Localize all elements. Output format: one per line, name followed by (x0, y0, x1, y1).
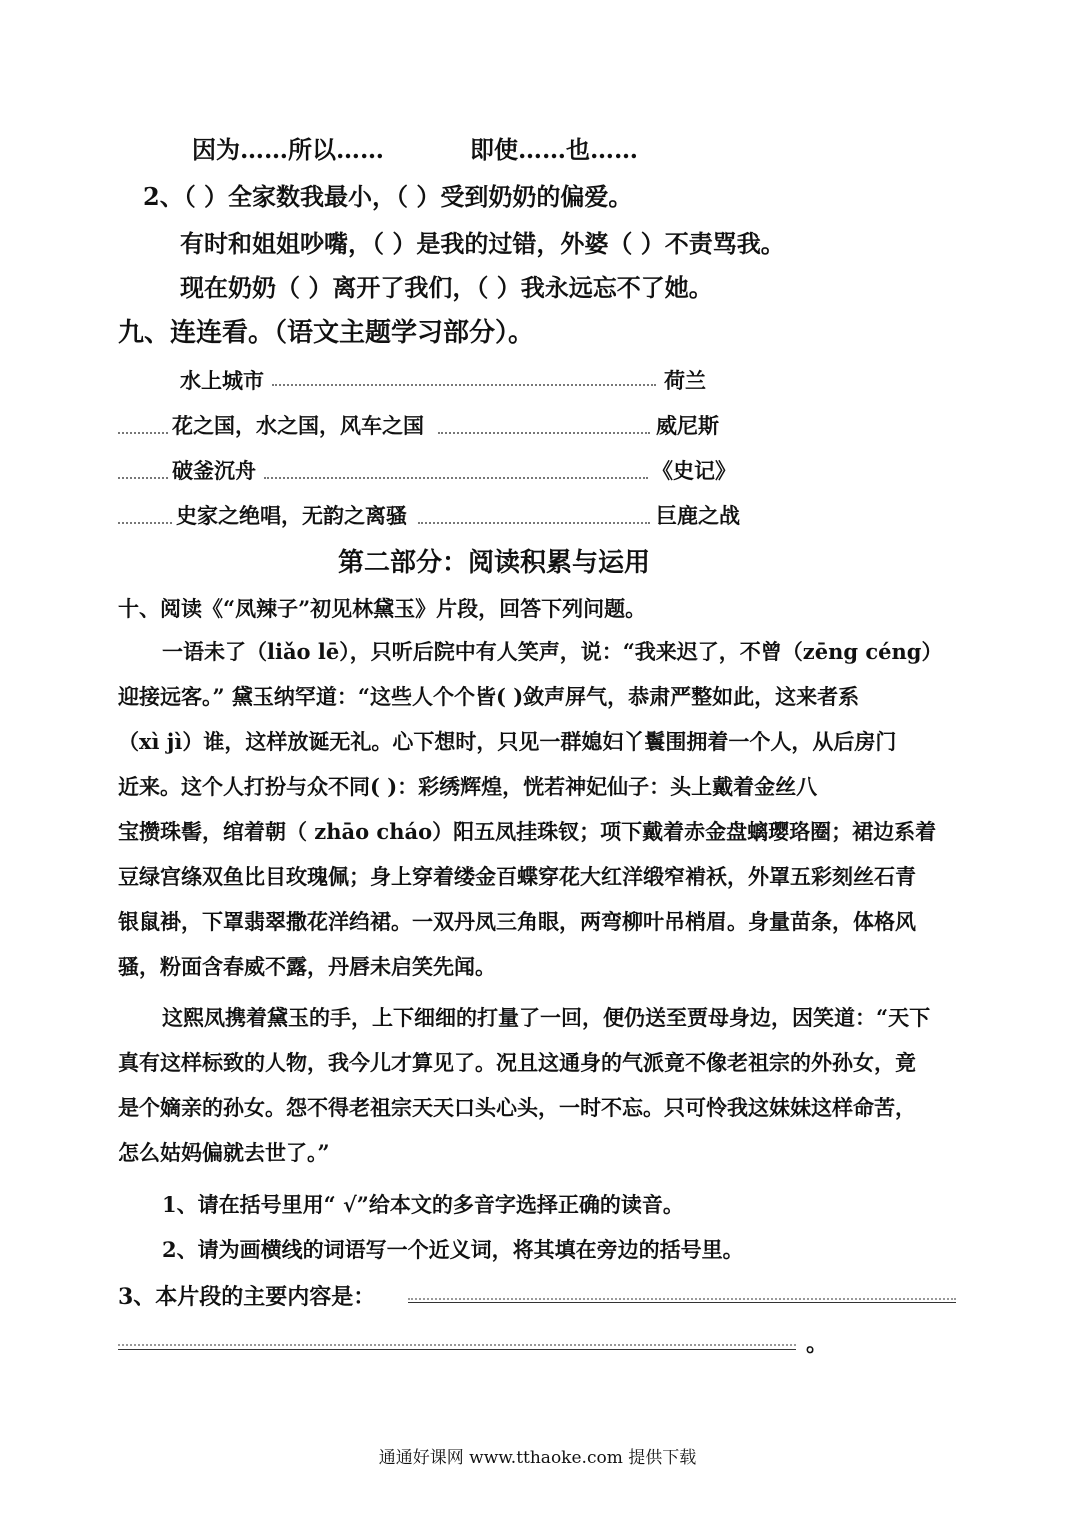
period-mark: 。 (806, 1331, 829, 1357)
part-title: 第二部分：阅读积累与运用 (338, 548, 651, 578)
match-right-item: 荷兰 (664, 368, 706, 393)
question-text: 2、请为画横线的词语写一个近义词，将其填在旁边的括号里。 (162, 1237, 744, 1262)
fill-blank-line: 2、（ ）全家数我最小，（ ）受到奶奶的偏爱。 (143, 182, 633, 211)
question-text: 3、本片段的主要内容是： (118, 1284, 376, 1310)
passage-line: （xì jì）谁，这样放诞无礼。心下想时，只见一群媳妇丫鬟围拥着一个人，从后房门 (118, 729, 897, 754)
answer-dotted-line (118, 1344, 796, 1346)
reading-passage (118, 636, 960, 986)
conjunction-option: 因为……所以…… (192, 135, 384, 164)
match-dotted-line (118, 522, 172, 524)
fill-blank-line: 有时和姐姐吵嘴，（ ）是我的过错，外婆（ ）不责骂我。 (180, 229, 785, 258)
section-title: 十、阅读《“凤辣子”初见林黛玉》片段，回答下列问题。 (118, 596, 647, 621)
match-right-item: 巨鹿之战 (656, 503, 740, 528)
reading-passage (118, 1002, 960, 1182)
page-footer: 通通好课网 www.tthaoke.com 提供下载 (378, 1448, 697, 1468)
answer-dotted-line (408, 1298, 956, 1300)
match-dotted-line (272, 384, 656, 386)
match-dotted-line (264, 477, 648, 479)
question-text: 1、请在括号里用“ √”给本文的多音字选择正确的读音。 (162, 1192, 684, 1217)
passage-line: 真有这样标致的人物，我今儿才算见了。况且这通身的气派竟不像老祖宗的外孙女，竟 (118, 1050, 916, 1075)
fill-blank-line: 现在奶奶（ ）离开了我们，（ ）我永远忘不了她。 (180, 273, 713, 302)
passage-line: 骚，粉面含春威不露，丹唇未启笑先闻。 (118, 954, 496, 979)
conjunction-option: 即使……也…… (470, 135, 638, 164)
answer-line[interactable] (118, 1349, 796, 1350)
passage-line: 这熙凤携着黛玉的手，上下细细的打量了一回，便仍送至贾母身边，因笑道：“天下 (162, 1005, 931, 1030)
match-left-item: 水上城市 (180, 368, 264, 393)
match-right-item: 威尼斯 (656, 413, 719, 438)
match-dotted-line (118, 432, 168, 434)
answer-line[interactable] (408, 1302, 956, 1303)
passage-line: 怎么姑妈偏就去世了。” (118, 1140, 330, 1165)
passage-line: 一语未了（liǎo lē），只听后院中有人笑声，说：“我来迟了，不曾（zēng céng） (162, 639, 943, 664)
match-right-item: 《史记》 (652, 458, 736, 483)
match-dotted-line (438, 432, 650, 434)
section-title: 九、连连看。（语文主题学习部分）。 (118, 318, 535, 348)
passage-line: 近来。这个人打扮与众不同( )：彩绣辉煌，恍若神妃仙子：头上戴着金丝八 (118, 774, 818, 799)
passage-line: 迎接远客。” 黛玉纳罕道：“这些人个个皆( )敛声屏气，恭肃严整如此，这来者系 (118, 684, 860, 709)
match-left-item: 史家之绝唱，无韵之离骚 (176, 503, 407, 528)
passage-line: 豆绿宫绦双鱼比目玫瑰佩；身上穿着缕金百蝶穿花大红洋缎窄褃袄，外罩五彩刻丝石青 (118, 864, 916, 889)
match-left-item: 破釜沉舟 (172, 458, 256, 483)
passage-line: 是个嫡亲的孙女。怨不得老祖宗天天口头心头，一时不忘。只可怜我这妹妹这样命苦， (118, 1095, 916, 1120)
passage-line: 银鼠褂，下罩翡翠撒花洋绉裙。一双丹凤三角眼，两弯柳叶吊梢眉。身量苗条，体格风 (118, 909, 916, 934)
match-dotted-line (418, 522, 650, 524)
match-left-item: 花之国，水之国，风车之国 (172, 413, 424, 438)
passage-line: 宝攒珠髻，绾着朝（ zhāo cháo）阳五凤挂珠钗；项下戴着赤金盘螭璎珞圈；裙边系着 (118, 819, 937, 844)
match-dotted-line (118, 477, 168, 479)
